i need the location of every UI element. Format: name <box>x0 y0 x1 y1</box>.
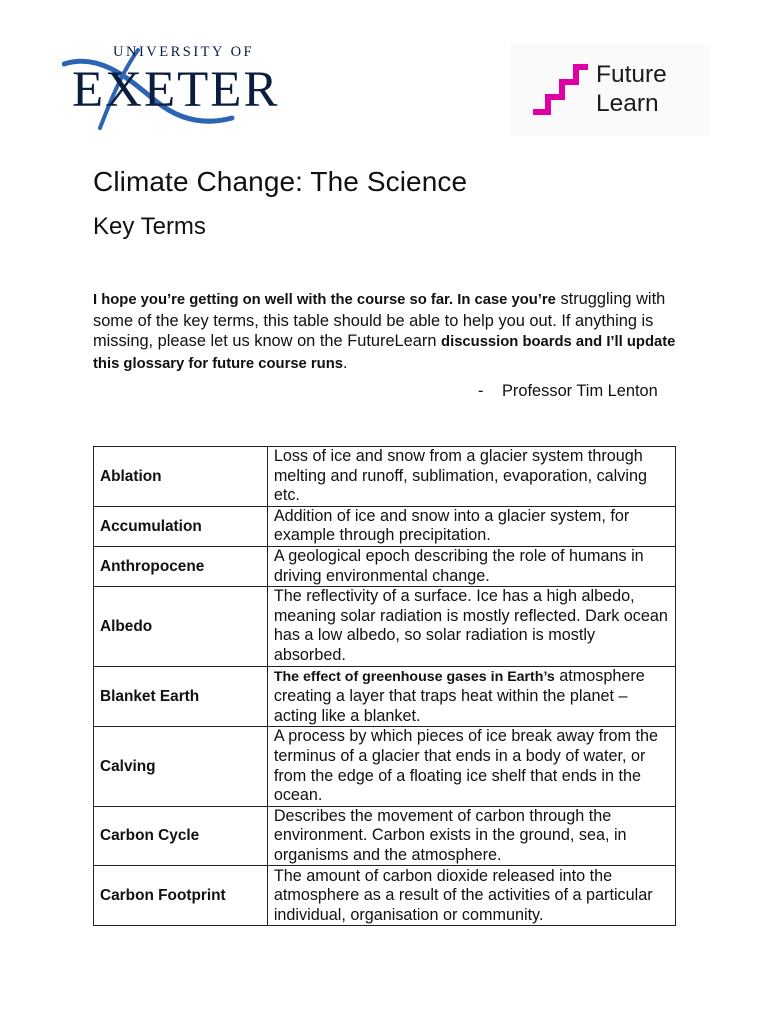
glossary-definition-bold: The effect of greenhouse gases in Earth’s <box>273 668 555 685</box>
futurelearn-line1: Future <box>596 61 667 88</box>
intro-paragraph <box>93 289 683 374</box>
signoff <box>478 382 658 401</box>
signoff-name: Professor Tim Lenton <box>502 382 658 400</box>
glossary-definition: The amount of carbon dioxide released into the atmosphere as a result of the activities of a particular individual, organisation or community. <box>267 866 675 926</box>
document-title: Climate Change: The Science <box>93 166 468 197</box>
intro-bold-end: discussion boards and I’ll update this glossary for future course runs <box>93 334 676 372</box>
futurelearn-wordmark <box>596 60 667 118</box>
table-row <box>94 546 676 586</box>
intro-middle: struggling with some of the key terms, this table should be able to help you out. If anything is missing, please let us know on the FutureLearn <box>93 290 666 350</box>
glossary-definition-cell <box>267 666 675 727</box>
glossary-definition: Describes the movement of carbon through the environment. Carbon exists in the ground, sea, in organisms and the atmosphere. <box>267 806 675 866</box>
futurelearn-logo <box>510 44 710 136</box>
glossary-term: Carbon Footprint <box>94 866 268 926</box>
signoff-dash: - <box>478 382 484 400</box>
university-of-exeter-logo <box>62 42 280 132</box>
intro-period: . <box>342 353 348 372</box>
glossary-term: Blanket Earth <box>94 666 268 727</box>
glossary-definition: Addition of ice and snow into a glacier system, for example through precipitation. <box>267 506 675 546</box>
glossary-term: Calving <box>94 727 268 806</box>
table-row <box>94 447 676 507</box>
glossary-definition: A process by which pieces of ice break away from the terminus of a glacier that ends in a body of water, or from the edge of a floating ice shelf that ends in the ocean. <box>267 727 675 806</box>
glossary-term: Accumulation <box>94 506 268 546</box>
intro-bold-start: I hope you’re getting on well with the course so far. In case you’re <box>93 292 556 308</box>
futurelearn-stairs-icon <box>530 60 592 118</box>
exeter-logo-line1: UNIVERSITY OF <box>113 44 255 60</box>
glossary-term: Ablation <box>94 447 268 507</box>
table-row <box>94 666 676 727</box>
table-row <box>94 806 676 866</box>
exeter-logo-line2: EXETER <box>72 62 280 118</box>
glossary-definition: atmosphere creating a layer that traps heat within the planet – acting like a blanket. <box>273 666 645 725</box>
glossary-definition: Loss of ice and snow from a glacier system through melting and runoff, sublimation, evaporation, calving etc. <box>267 447 675 507</box>
document-subtitle: Key Terms <box>93 213 206 240</box>
table-row <box>94 727 676 806</box>
glossary-term: Anthropocene <box>94 546 268 586</box>
glossary-table <box>93 446 676 926</box>
glossary-term: Albedo <box>94 587 268 666</box>
futurelearn-line2: Learn <box>596 90 659 117</box>
table-row <box>94 587 676 666</box>
glossary-definition: A geological epoch describing the role of humans in driving environmental change. <box>267 546 675 586</box>
table-row <box>94 506 676 546</box>
glossary-definition: The reflectivity of a surface. Ice has a high albedo, meaning solar radiation is mostly reflected. Dark ocean has a low albedo, so solar radiation is mostly absorbed. <box>267 587 675 666</box>
glossary-term: Carbon Cycle <box>94 806 268 866</box>
table-row <box>94 866 676 926</box>
